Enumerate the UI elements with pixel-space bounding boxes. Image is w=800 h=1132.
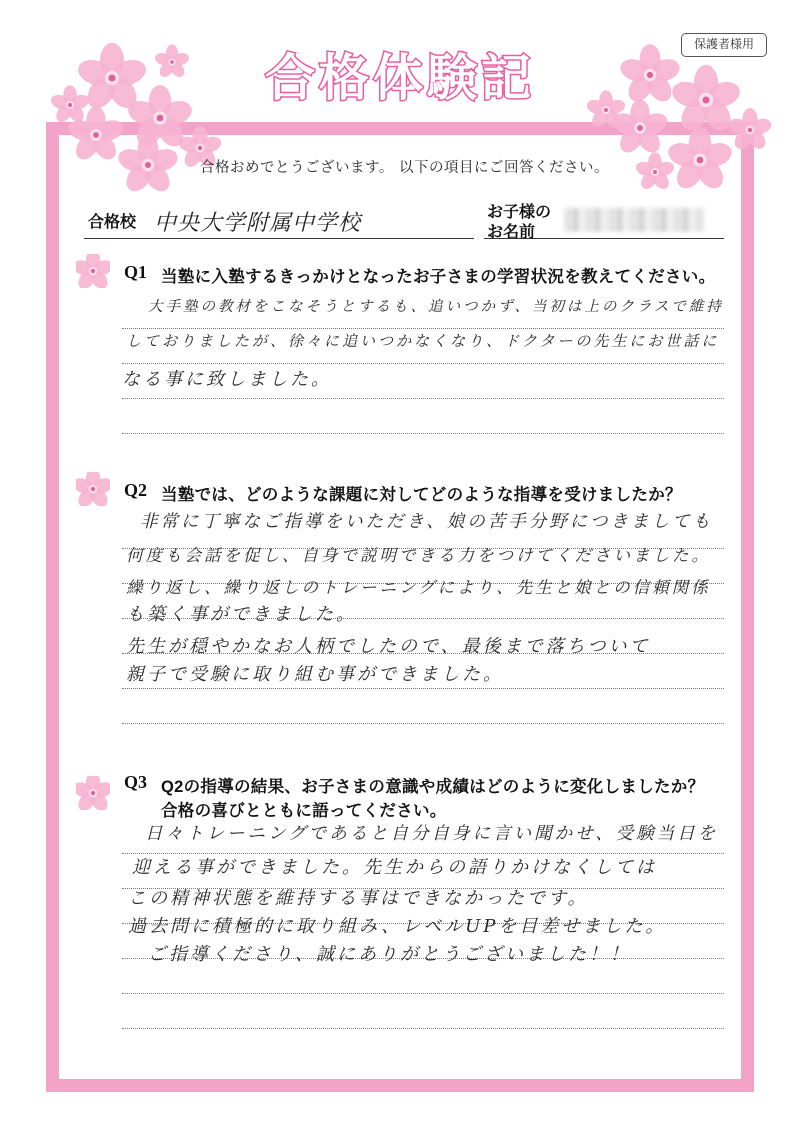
answer-rule — [122, 993, 724, 994]
q2-number: Q2 — [124, 480, 148, 500]
answer-rule — [122, 723, 724, 724]
school-underline — [84, 238, 474, 239]
cherry-blossom-icon — [76, 776, 110, 810]
q3-answer-line: 日々トレーニングであると自分自身に言い聞かせ、受験当日を — [145, 824, 719, 844]
answer-rule — [122, 363, 724, 364]
page-title: 合格体験記 — [265, 48, 535, 107]
q3-answer-line: この精神状態を維持する事はできなかったです。 — [128, 888, 589, 909]
answer-rule — [122, 328, 724, 329]
school-label: 合格校 — [88, 214, 137, 231]
q2-answer-line: 非常に丁寧なご指導をいただき、娘の苦手分野につきましても — [140, 512, 713, 532]
cherry-blossom-icon — [76, 472, 110, 506]
answer-rule — [122, 433, 724, 434]
q3-number: Q3 — [124, 772, 148, 792]
answer-rule — [122, 1028, 724, 1029]
child-name-redacted — [564, 208, 704, 232]
q2-answer-line: 先生が穏やかなお人柄でしたので、最後まで落ちついて — [126, 636, 651, 657]
q2-answer-line: も築く事ができました。 — [126, 604, 357, 625]
q1-text: 当塾に入塾するきっかけとなったお子さまの学習状況を教えてください。 — [161, 268, 716, 286]
answer-rule — [122, 688, 724, 689]
q1-answer-line: 大手塾の教材をこなそうとするも、追いつかず、当初は上のクラスで維持 — [148, 299, 724, 315]
school-value: 中央大学附属中学校 — [154, 211, 362, 236]
child-name-label-line1: お子様の — [487, 204, 552, 221]
q3-answer-line: 過去問に積極的に取り組み、レベルUPを目差せました。 — [128, 916, 667, 937]
q1-answer-line: しておりましたが、徐々に追いつかなくなり、ドクターの先生にお世話に — [126, 332, 720, 350]
q1-number: Q1 — [124, 262, 148, 282]
intro-text: 合格おめでとうございます。 以下の項目にご回答ください。 — [200, 160, 609, 176]
q3-text: Q2の指導の結果、お子さまの意識や成績はどのように変化しましたか？ — [161, 778, 705, 796]
answer-rule — [122, 398, 724, 399]
q3-answer-line: ご指導くださり、誠にありがとうございました！！ — [148, 944, 631, 965]
q3-answer-line: 迎える事ができました。先生からの語りかけなくしては — [132, 857, 657, 878]
q2-answer-line: 何度も会話を促し、自身で説明できる力をつけてくださいました。 — [126, 546, 711, 565]
q1-answer-line: なる事に致しました。 — [122, 369, 332, 390]
child-name-underline — [484, 238, 724, 239]
cherry-blossom-icon — [76, 254, 110, 288]
q3-text-line2: 合格の喜びとともに語ってください。 — [161, 802, 447, 820]
child-name-label-line2: お名前 — [487, 224, 536, 241]
q2-answer-line: 親子で受験に取り組む事ができました。 — [126, 664, 504, 685]
q2-answer-line: 繰り返し、繰り返しのトレーニングにより、先生と娘との信頼関係 — [126, 578, 711, 597]
q2-text: 当塾では、どのような課題に対してどのような指導を受けましたか？ — [161, 486, 682, 504]
audience-tag: 保護者様用 — [681, 33, 767, 57]
